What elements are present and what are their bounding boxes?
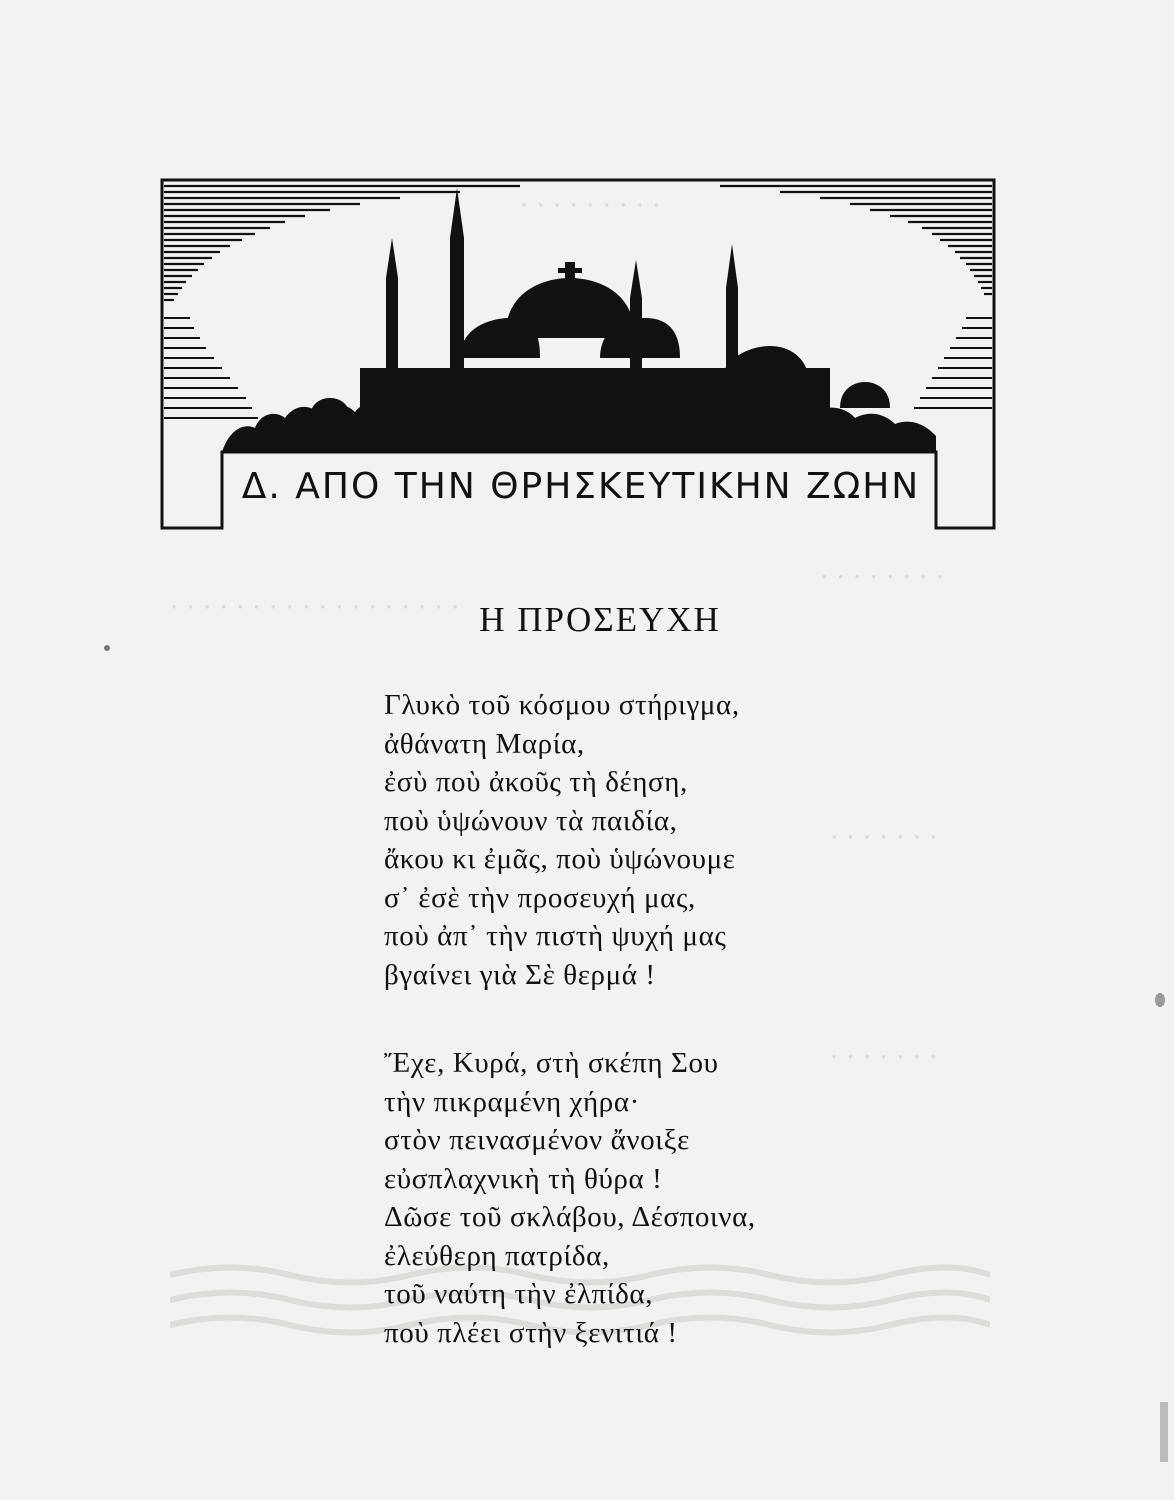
poem-stanza-2 <box>384 1044 756 1352</box>
show-through-ghost: · · · · · · · · <box>820 563 944 593</box>
poem-line: τοῦ ναύτη τὴν ἐλπίδα, <box>384 1278 654 1310</box>
poem-line: ἐλεύθερη πατρίδα, <box>384 1239 610 1272</box>
scan-speck <box>104 645 110 651</box>
poem-line: Γλυκὸ τοῦ κόσμου στήριγμα, <box>384 689 740 721</box>
poem-line: τὴν πικραμένη χήρα· <box>384 1085 640 1118</box>
scan-speck <box>1160 1402 1168 1462</box>
poem-line: σ᾽ ἐσὲ τὴν προσευχή μας, <box>384 881 696 914</box>
poem-title: Η ΠΡΟΣΕΥΧΗ <box>479 600 721 639</box>
poem-line: εὐσπλαχνικὴ τὴ θύρα ! <box>384 1162 663 1195</box>
poem-line: ἀθάνατη Μαρία, <box>384 727 585 760</box>
poem-line: στὸν πεινασμένον ἄνοιξε <box>384 1124 690 1156</box>
scan-speck <box>1155 993 1165 1007</box>
poem-stanza-1 <box>384 686 740 994</box>
poem-line: ἐσὺ ποὺ ἀκοῦς τὴ δέηση, <box>384 766 688 798</box>
show-through-ghost: · · · · · · · · · · · · · · · · · · <box>170 593 460 623</box>
show-through-ghost: · · · · · · · <box>830 1043 938 1073</box>
poem-line: ποὺ ἀπ᾽ τὴν πιστὴ ψυχή μας <box>384 920 727 952</box>
poem-line: Δῶσε τοῦ σκλάβου, Δέσποινα, <box>384 1201 756 1233</box>
poem-line: ἄκου κι ἐμᾶς, ποὺ ὑψώνουμε <box>384 843 736 875</box>
show-through-ghost: · · · · · · · <box>830 823 938 853</box>
poem-line: Ἔχε, Κυρά, στὴ σκέπη Σου <box>384 1047 719 1079</box>
poem-line: βγαίνει γιὰ Σὲ θερμά ! <box>384 958 656 991</box>
show-through-ghost: · · · · · · · · · <box>520 191 661 221</box>
poem-line: ποὺ ὑψώνουν τὰ παιδία, <box>384 804 678 837</box>
section-heading: Δ. ΑΠΟ ΤΗΝ ΘΡΗΣΚΕΥΤΙΚΗΝ ΖΩΗΝ <box>241 466 921 507</box>
poem-line: ποὺ πλέει στὴν ξενιτιά ! <box>384 1316 678 1349</box>
